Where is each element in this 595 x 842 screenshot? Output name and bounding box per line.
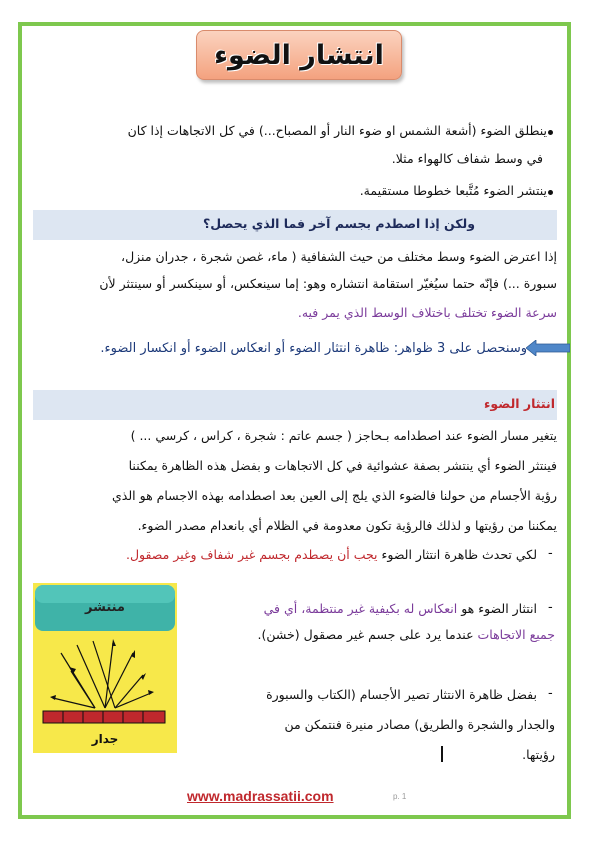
dash2-line-2 [185,624,555,646]
dash2-plain1: انتثار الضوء هو [457,601,537,616]
title-box [196,30,402,80]
dash2-purple1: انعكاس له بكيفية غير منتظمة، أي في [263,601,458,616]
dash2-purple2: جميع الاتجاهات [477,627,555,642]
dash1-text [37,544,537,566]
para1-line-1: إذا اعترض الضوء وسط مختلف من حيث الشفافية ( ماء، غصن شجرة ، جدران منزل، [121,249,557,264]
bullet-2: ينتشر الضوء مُتَّبعا خطوطا مستقيمة. [359,183,547,198]
bullet-dot [548,130,553,135]
scattering-figure [33,583,177,753]
figure-bottom-label: جدار [91,732,119,746]
para2-line-3: رؤية الأجسام من حولنا فالضوء الذي يلج إلى العين بعد اصطدامه بهذه الاجسام هو الذي [112,488,557,503]
dash-marker: - [548,686,553,701]
para2-line-1: يتغير مسار الضوء عند اصطدامه بـحاجز ( جسم عاتم : شجرة ، كراس ، كرسي ... ) [130,428,557,443]
dash1-red: يجب أن يصطدم بجسم غير شفاف وغير مصقول. [125,547,378,562]
dash-marker: - [548,546,553,561]
dash-marker: - [548,600,553,615]
question-heading: ولكن إذا اصطدم بجسم آخر فما الذي يحصل؟ [203,216,475,231]
page-number: p. 1 [393,792,407,801]
page-title: انتشار الضوء [214,39,384,71]
para1-line-2: سبورة ...) فإنّه حتما سيُغيّر استقامة انتشاره وهو: إما سينعكس، أو سينكسر أو سينتثر لأن [99,276,557,291]
bullet-1-line-1: ينطلق الضوء (أشعة الشمس او ضوء النار أو المصباح...) في كل الاتجاهات إذا كان [127,123,547,138]
footer-website-link[interactable]: www.madrassatii.com [187,788,334,804]
phenomena-line: وسنحصل على 3 ظواهر: ظاهرة انتثار الضوء أو انعكاس الضوء أو انكسار الضوء. [100,341,527,356]
figure-top-label: منتشر [85,600,125,615]
section-heading: انتثار الضوء [484,396,555,411]
text-cursor [441,746,443,762]
dash3-line-3: رؤيتها. [522,747,555,762]
bullet-dot [548,190,553,195]
para2-line-4: يمكننا من رؤيتها و لذلك فالرؤية تكون معدومة في الظلام أي بانعدام مصدر الضوء. [137,518,557,533]
dash1-plain: لكي تحدث ظاهرة انتثار الضوء [377,547,537,562]
para1-line-3: سرعة الضوء تختلف باختلاف الوسط الذي يمر فيه. [297,305,557,320]
dash3-line-2: والجدار والشجرة والطريق) مصادر منيرة فنتمكن من [284,717,555,732]
dash2-line-1 [177,598,537,620]
left-arrow-icon [526,340,570,356]
dash2-plain2: عندما يرد على جسم غير مصقول (خشن). [257,627,478,642]
dash3-line-1: بفضل ظاهرة الانتثار تصير الأجسام (الكتاب والسبورة [266,687,537,702]
bullet-1-line-2: في وسط شفاف كالهواء مثلا. [391,151,543,166]
para2-line-2: فينتثر الضوء أي ينتشر بصفة عشوائية في كل الاتجاهات و بفضل هذه الظاهرة يمكننا [128,458,557,473]
